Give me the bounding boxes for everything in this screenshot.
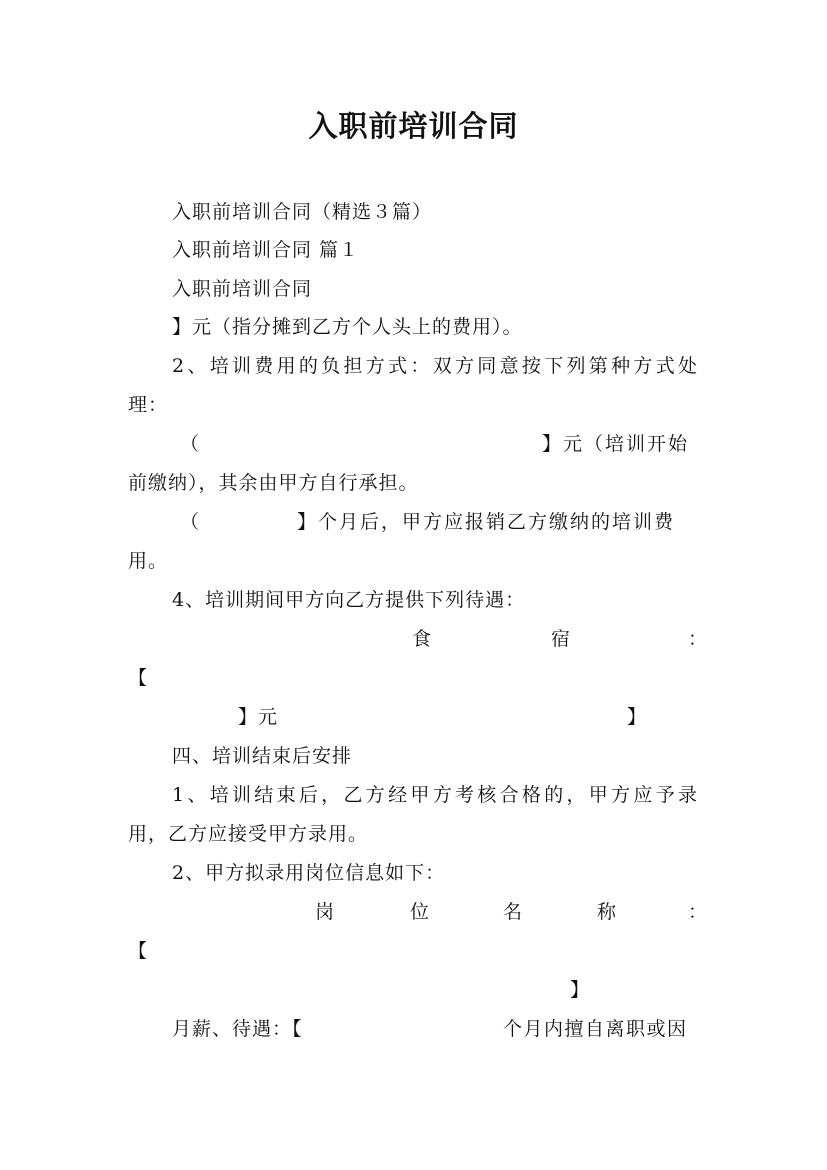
body-line: 用。 — [128, 550, 169, 572]
body-line: 【 — [128, 940, 149, 962]
body-line: 】元（培训开始 — [542, 433, 690, 455]
body-line: 入职前培训合同 篇１ — [172, 239, 360, 261]
body-line: 】 — [627, 706, 648, 728]
body-line: 用，乙方应接受甲方录用。 — [128, 823, 369, 845]
body-line: 位 — [410, 901, 431, 923]
body-line: 入职前培训合同 — [172, 278, 313, 300]
body-line: 岗 — [315, 901, 336, 923]
body-line: ： — [688, 901, 709, 923]
body-line: 1、培训结束后，乙方经甲方考核合格的，甲方应予录 — [172, 784, 701, 806]
body-line: 2、培训费用的负担方式：双方同意按下列第种方式处 — [172, 355, 701, 377]
body-line: 称 — [597, 901, 618, 923]
body-line: （ — [180, 433, 201, 455]
body-line: 】元 — [238, 706, 279, 728]
body-line: 月薪、待遇：【 — [172, 1018, 303, 1040]
body-line: 入职前培训合同（精选３篇） — [172, 201, 433, 223]
body-line: 】个月后，甲方应报销乙方缴纳的培训费 — [297, 511, 676, 533]
body-line: 4、培训期间甲方向乙方提供下列待遇： — [172, 589, 526, 611]
body-line: 四、培训结束后安排 — [172, 745, 353, 767]
document-title: 入职前培训合同 — [308, 109, 519, 143]
body-line: 】 — [570, 979, 591, 1001]
body-line: 2、甲方拟录用岗位信息如下： — [172, 862, 446, 884]
body-line: 】元（指分摊到乙方个人头上的费用）。 — [172, 316, 523, 338]
body-line: 名 — [503, 901, 524, 923]
body-line: 个月内擅自离职或因 — [503, 1018, 688, 1040]
body-line: 前缴纳），其余由甲方自行承担。 — [128, 472, 419, 494]
body-line: 食 — [412, 628, 433, 650]
body-line: 【 — [128, 667, 149, 689]
body-line: （ — [180, 511, 201, 533]
body-line: ： — [688, 628, 709, 650]
body-line: 理： — [128, 394, 169, 416]
body-line: 宿 — [551, 628, 572, 650]
